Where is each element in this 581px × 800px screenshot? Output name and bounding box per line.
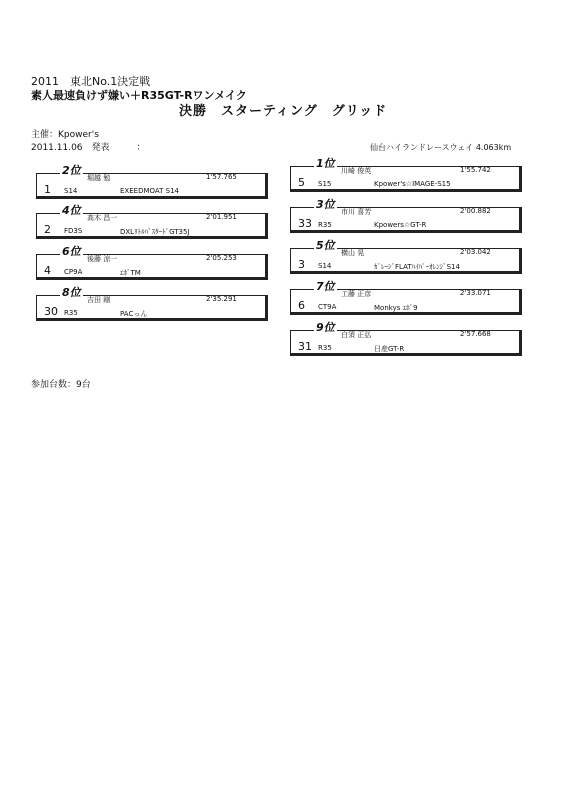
car-name: PACっん xyxy=(120,310,148,318)
car-name: EXEEDMOAT S14 xyxy=(120,187,179,195)
driver-name: 後藤 涼一 xyxy=(87,255,118,263)
driver-name: 堀越 勉 xyxy=(87,174,111,182)
driver-name: 横山 晃 xyxy=(341,249,365,257)
car-name: Monkys ｴﾎﾞ9 xyxy=(374,304,418,312)
grid-position: 2位 xyxy=(62,164,81,177)
car-model: S15 xyxy=(318,180,332,188)
car-model: FD3S xyxy=(64,227,83,235)
organizer: 主催：Kpower's xyxy=(31,130,99,140)
grid-slot-8 xyxy=(36,286,268,320)
lap-time: 2'05.253 xyxy=(206,254,237,262)
event-year-line: 2011 東北No.1決定戦 xyxy=(31,75,151,88)
lap-time: 2'33.071 xyxy=(460,289,491,297)
grid-slot-6 xyxy=(36,245,268,279)
grid-position: 8位 xyxy=(62,286,81,299)
car-name: Kpowers☆GT-R xyxy=(374,221,427,229)
grid-slot-1 xyxy=(290,157,522,191)
grid-position: 7位 xyxy=(316,280,335,293)
car-number: 5 xyxy=(298,176,305,189)
grid-position: 6位 xyxy=(62,245,81,258)
driver-name: 高木 昌一 xyxy=(87,214,118,222)
grid-position: 4位 xyxy=(62,204,81,217)
car-model: CP9A xyxy=(64,268,83,276)
grid-position: 3位 xyxy=(316,198,335,211)
car-number: 4 xyxy=(44,264,51,277)
car-model: R35 xyxy=(318,221,332,229)
car-name: Kpower's☆IMAGE-S15 xyxy=(374,180,451,188)
car-name: DXLﾘﾄﾙﾊﾞｽﾀｰﾄﾞGT35J xyxy=(120,228,190,236)
car-name: ｴﾎﾞTM xyxy=(120,269,141,277)
car-model: R35 xyxy=(318,344,332,352)
car-number: 1 xyxy=(44,183,51,196)
car-model: S14 xyxy=(318,262,332,270)
driver-name: 市川 喜芳 xyxy=(341,208,372,216)
document-title: 決勝 スターティング グリッド xyxy=(179,104,388,119)
grid-slot-2 xyxy=(36,164,268,198)
car-name: 日産GT-R xyxy=(374,345,405,353)
car-number: 2 xyxy=(44,223,51,236)
venue: 仙台ハイランドレースウェイ 4.063km xyxy=(370,143,512,152)
grid-position: 1位 xyxy=(316,157,335,170)
car-model: S14 xyxy=(64,187,78,195)
car-model: R35 xyxy=(64,309,78,317)
lap-time: 1'57.765 xyxy=(206,173,237,181)
grid-position: 5位 xyxy=(316,239,335,252)
grid-slot-3 xyxy=(290,198,522,232)
car-model: CT9A xyxy=(318,303,337,311)
driver-name: 川崎 俊英 xyxy=(341,167,372,175)
car-name: ｶﾞﾚｰｼﾞFLATﾊｲﾊﾟｰｵﾚﾝｼﾞS14 xyxy=(374,263,460,271)
driver-name: 白須 正弘 xyxy=(341,331,372,339)
entry-count: 参加台数：9台 xyxy=(31,380,91,390)
driver-name: 吉田 剛 xyxy=(87,296,111,304)
grid-slot-7 xyxy=(290,280,522,314)
grid-position: 9位 xyxy=(316,321,335,334)
lap-time: 1'55.742 xyxy=(460,166,491,174)
grid-slot-9 xyxy=(290,321,522,355)
car-number: 30 xyxy=(44,305,58,318)
car-number: 6 xyxy=(298,299,305,312)
lap-time: 2'00.882 xyxy=(460,207,491,215)
car-number: 3 xyxy=(298,258,305,271)
grid-slot-5 xyxy=(290,239,522,273)
lap-time: 2'57.668 xyxy=(460,330,491,338)
announcement-date: 2011.11.06 発表 ： xyxy=(31,143,146,153)
event-name: 素人最速負けず嫌い＋R35GT-Rワンメイク xyxy=(31,89,247,102)
lap-time: 2'35.291 xyxy=(206,295,237,303)
car-number: 33 xyxy=(298,217,312,230)
lap-time: 2'03.042 xyxy=(460,248,491,256)
driver-name: 工藤 正彦 xyxy=(341,290,372,298)
car-number: 31 xyxy=(298,340,312,353)
lap-time: 2'01.951 xyxy=(206,213,237,221)
grid-slot-4 xyxy=(36,204,268,238)
